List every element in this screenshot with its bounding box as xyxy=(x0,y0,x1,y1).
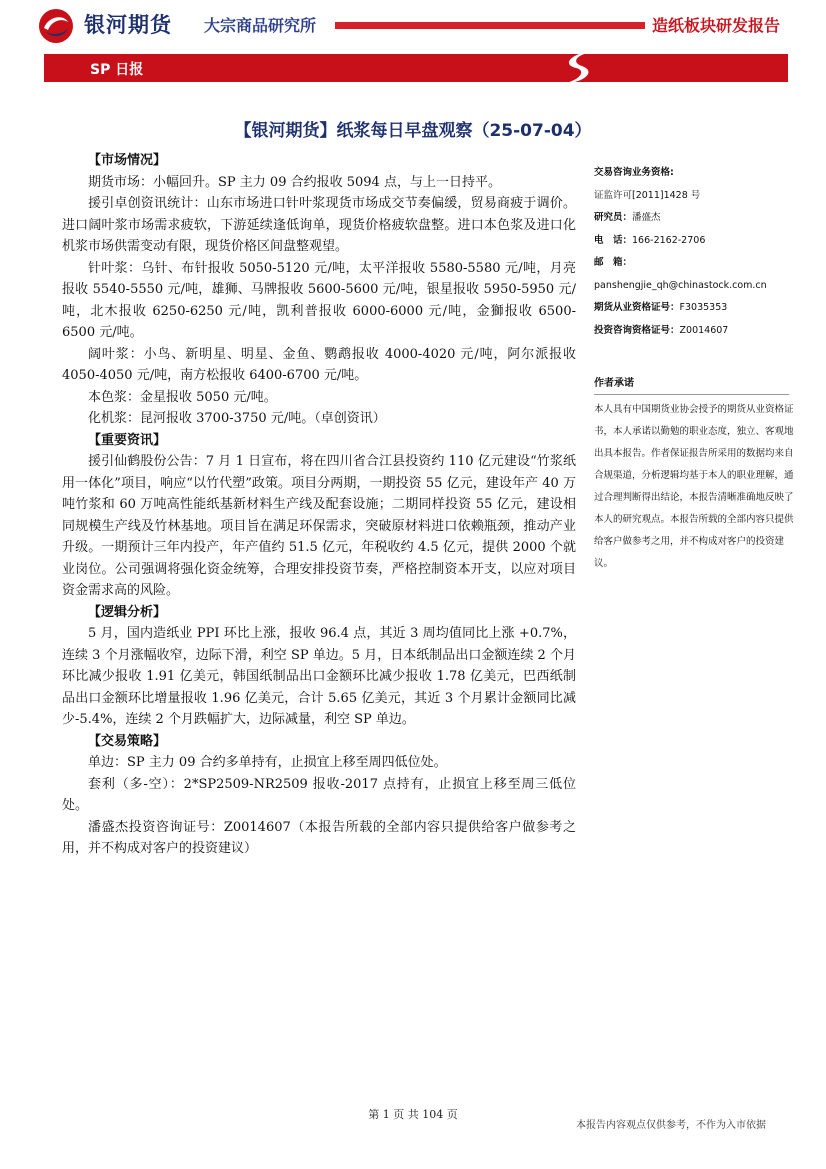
email-address[interactable]: panshengjie_qh@chinastock.com.cn xyxy=(594,279,767,291)
divider xyxy=(594,394,789,395)
paragraph: 套利（多-空）：2*SP2509-NR2509 报收-2017 点持有，止损宜上移至周三低位处。 xyxy=(62,776,576,813)
paragraph: 援引卓创资讯统计：山东市场进口针叶浆现货市场成交节奏偏缓，贸易商疲于调价。进口阔叶浆市场需求疲软，下游延续逢低询单，现货价格疲软盘整。进口本色浆及进口化机浆市场供需变动有限，现货价格区间盘整观望。 xyxy=(62,196,576,254)
paragraph: 阔叶浆：小鸟、新明星、明星、金鱼、鹦鹉报收 4000-4020 元/吨，阿尔派报收 4050-4050 元/吨，南方松报收 6400-6700 元/吨。 xyxy=(62,346,576,383)
advisory-cert-label: 投资咨询资格证号： xyxy=(594,324,680,336)
institute-name: 大宗商品研究所 xyxy=(204,16,317,35)
commitment-text: 本人具有中国期货业协会授予的期货从业资格证书，本人承诺以勤勉的职业态度，独立、客观地出具本报告。作者保证报告所采用的数据均来自合规渠道，分析逻辑均基于本人的职业理解，通过合理判断得出结论，本报告清晰准确地反映了本人的研究观点。本报告所载的全部内容只提供给客户做参考之用，并不构成对客户的投资建议。 xyxy=(594,404,794,569)
analyst-name: 潘盛杰 xyxy=(632,212,661,223)
license-number: 证监许可[2011]1428 号 xyxy=(594,189,701,201)
paragraph: 化机浆：昆河报收 3700-3750 元/吨。（卓创资讯） xyxy=(88,411,386,426)
report-banner xyxy=(44,54,788,82)
report-header xyxy=(0,0,826,48)
phone-label: 电 话： xyxy=(594,234,633,246)
paragraph: 本色浆：金星报收 5050 元/吨。 xyxy=(88,389,277,405)
futures-cert-row xyxy=(594,297,794,320)
disclaimer-note: 本报告内容观点仅供参考，不作为入市依据 xyxy=(576,1120,766,1131)
paragraph: 针叶浆：乌针、布针报收 5050-5120 元/吨，太平洋报收 5580-5580 元/吨，月亮报收 5540-5550 元/吨，雄狮、马牌报收 5600-5600 元/吨，银星报收 5950-5950 元/吨，北木报收 6250-6250 元/吨，凯利普报收 6000-6000 元/吨，金獅报收 6500-6500 元/吨。 xyxy=(62,260,576,340)
phone-row xyxy=(594,230,794,253)
brand-name: 银河期货 xyxy=(84,13,172,37)
paragraph: 5 月，国内造纸业 PPI 环比上涨，报收 96.4 点，其近 3 周均值同比上涨 +0.7%，连续 3 个月涨幅收窄，边际下滑，利空 SP 单边。5 月，日本纸制品出口金额连续 2 个月环比减少报收 1.91 亿美元，韩国纸制品出口金额环比减少报收 1.78 亿美元，巴西纸制品出口金额环比增量报收 1.96 亿美元，合计 5.65 亿美元，其近 3 个月累计金额同比减少-5.4%，连续 2 个月跌幅扩大，边际减量，利空 SP 单边。 xyxy=(62,626,576,727)
paragraph: 援引仙鹤股份公告：7 月 1 日宣布，将在四川省合江县投资约 110 亿元建设“竹浆纸用一体化”项目，响应“以竹代塑”政策。项目分两期，一期投资 55 亿元，建设年产 40 万吨竹浆和 60 万吨高性能纸基新材料生产线及配套设施；二期同样投资 55 亿元，建设相同规模生产线及竹林基地。项目旨在满足环保需求，突破原材料进口依赖瓶颈，推动产业升级。一期预计三年内投产，年产值约 51.5 亿元，年税收约 4.5 亿元，提供 2000 个就业岗位。公司强调将强化资金统筹，合理安排投资节奏，严格控制资本开支，以应对项目资金需求高的风险。 xyxy=(62,454,576,598)
section-heading: 【交易策略】 xyxy=(88,733,167,749)
paragraph: 期货市场：小幅回升。SP 主力 09 合约报收 5094 点，与上一日持平。 xyxy=(88,174,501,190)
section-heading: 【逻辑分析】 xyxy=(88,604,167,620)
commitment-title: 作者承诺 xyxy=(594,378,634,389)
phone-number: 166-2162-2706 xyxy=(632,234,706,246)
advisory-cert-row xyxy=(594,320,794,343)
section-heading: 【重要资讯】 xyxy=(88,432,167,448)
analyst-label: 研究员： xyxy=(594,212,633,223)
futures-cert-label: 期货从业资格证号： xyxy=(594,302,680,313)
paragraph: 潘盛杰投资咨询证号：Z0014607（本报告所载的全部内容只提供给客户做参考之用，并不构成对客户的投资建议） xyxy=(62,819,576,856)
email-label: 邮 箱： xyxy=(594,257,633,268)
qualification-label: 交易咨询业务资格: xyxy=(594,167,674,178)
report-title: 【银河期货】纸浆每日早盘观察（25-07-04） xyxy=(234,121,592,141)
analyst-row xyxy=(594,207,794,230)
banner-label: SP 日报 xyxy=(90,62,144,78)
swoosh-logo-icon xyxy=(548,50,604,86)
galaxy-logo-icon xyxy=(38,8,74,44)
analyst-sidebar xyxy=(594,162,794,575)
page-number: 第 1 页 共 104 页 xyxy=(368,1108,458,1121)
report-body xyxy=(62,150,576,860)
spacer xyxy=(594,342,794,366)
advisory-cert: Z0014607 xyxy=(679,324,729,336)
section-heading: 【市场情况】 xyxy=(88,153,167,168)
paragraph: 单边：SP 主力 09 合约多单持有，止损宜上移至周四低位处。 xyxy=(88,755,447,770)
futures-cert: F3035353 xyxy=(679,302,728,313)
header-rule xyxy=(335,22,645,29)
report-type: 造纸板块研发报告 xyxy=(652,16,781,35)
